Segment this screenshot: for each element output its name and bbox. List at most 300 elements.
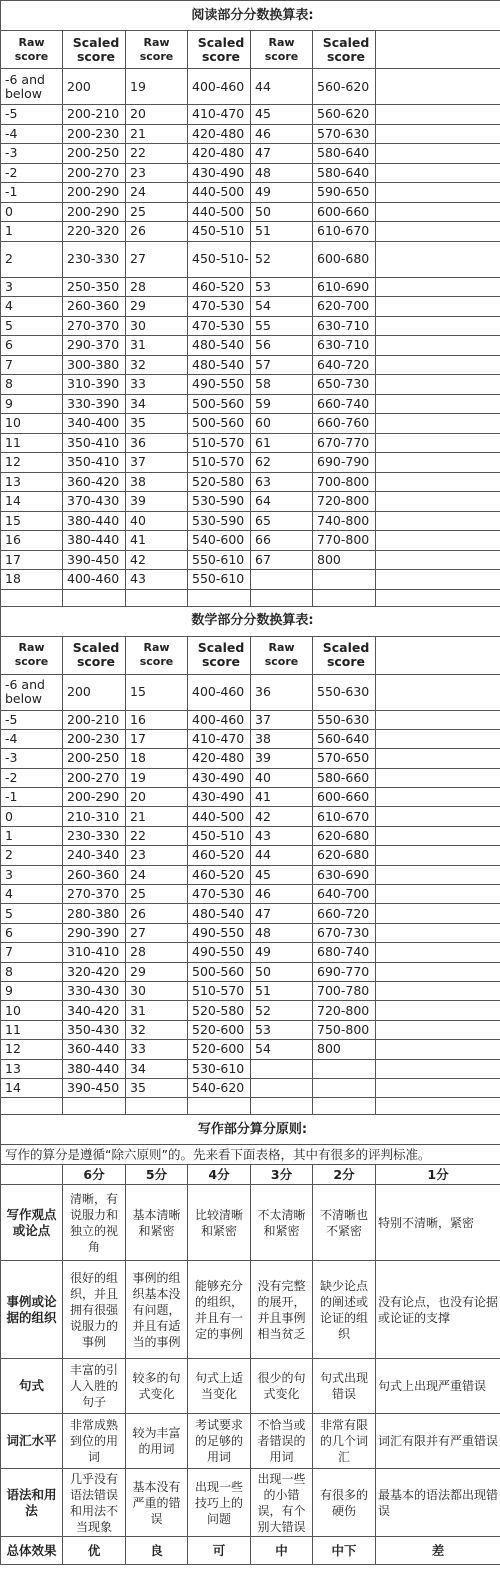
- criterion-cell: 较多的句式变化: [126, 1359, 188, 1414]
- scaled-score-cell: 560-620: [313, 105, 376, 125]
- scaled-score-cell: 700-780: [313, 981, 376, 1000]
- scaled-score-cell: 620-700: [313, 297, 376, 317]
- raw-score-cell: 12: [1, 453, 63, 473]
- raw-score-cell: 61: [251, 433, 313, 453]
- writing-criterion-row: [1, 1414, 500, 1469]
- table-row: [1, 981, 500, 1000]
- raw-score-cell: 29: [126, 297, 188, 317]
- raw-score-cell: -2: [1, 768, 63, 787]
- empty-cell: [376, 1040, 500, 1059]
- score-level-header: 3分: [251, 1165, 313, 1185]
- raw-score-cell: [251, 570, 313, 590]
- empty-cell: [376, 865, 500, 884]
- scaled-score-cell: 380-440: [63, 531, 126, 551]
- scaled-score-cell: 360-420: [63, 472, 126, 492]
- table-row: [1, 943, 500, 962]
- scaled-score-cell: 630-710: [313, 316, 376, 336]
- empty-cell: [376, 105, 500, 125]
- scaled-score-cell: 270-370: [63, 316, 126, 336]
- score-level-header: 4分: [188, 1165, 251, 1185]
- table-row: [1, 807, 500, 826]
- raw-score-cell: 26: [126, 904, 188, 923]
- scaled-score-cell: 200-270: [63, 163, 126, 183]
- empty-cell: [376, 316, 500, 336]
- scaled-score-cell: 340-400: [63, 414, 126, 434]
- empty-cell: [376, 1001, 500, 1020]
- raw-score-header: Raw score: [251, 31, 313, 69]
- table-row: [1, 1059, 500, 1078]
- criterion-cell: 中: [251, 1537, 313, 1565]
- raw-score-cell: 51: [251, 222, 313, 242]
- empty-cell: [376, 375, 500, 395]
- raw-score-cell: 26: [126, 222, 188, 242]
- raw-score-cell: 21: [126, 807, 188, 826]
- empty-cell: [376, 981, 500, 1000]
- criterion-cell: 丰富的引人入胜的句子: [63, 1359, 126, 1414]
- scaled-score-cell: 370-430: [63, 492, 126, 512]
- raw-score-cell: -4: [1, 124, 63, 144]
- raw-score-cell: 47: [251, 904, 313, 923]
- criterion-label: 句式: [1, 1359, 63, 1414]
- empty-cell: [376, 511, 500, 531]
- writing-table-title: 写作部分算分原则:: [1, 1115, 500, 1145]
- criterion-cell: 非常有限的几个词汇: [313, 1414, 376, 1469]
- scaled-score-cell: 390-450: [63, 550, 126, 570]
- table-row: [1, 124, 500, 144]
- scaled-score-cell: [313, 1078, 376, 1097]
- reading-header-row: [1, 31, 500, 69]
- raw-score-cell: 56: [251, 336, 313, 356]
- raw-score-cell: 7: [1, 355, 63, 375]
- scaled-score-cell: 480-540: [188, 904, 251, 923]
- raw-score-cell: 34: [126, 394, 188, 414]
- scaled-score-cell: 630-690: [313, 865, 376, 884]
- scaled-score-cell: 610-670: [313, 222, 376, 242]
- scaled-score-cell: 200: [63, 69, 126, 105]
- scaled-score-cell: 400-460: [188, 69, 251, 105]
- raw-score-cell: 60: [251, 414, 313, 434]
- scaled-score-cell: 430-490: [188, 768, 251, 787]
- raw-score-cell: 54: [251, 297, 313, 317]
- scaled-score-cell: [313, 1059, 376, 1078]
- scaled-score-cell: 250-350: [63, 277, 126, 297]
- raw-score-cell: 46: [251, 885, 313, 904]
- raw-score-cell: 6: [1, 336, 63, 356]
- empty-cell: [1, 1165, 63, 1185]
- scaled-score-cell: 440-500: [188, 807, 251, 826]
- raw-score-cell: -1: [1, 788, 63, 807]
- scaled-score-cell: 650-730: [313, 375, 376, 395]
- scaled-score-cell: 200-290: [63, 183, 126, 203]
- table-row: [1, 183, 500, 203]
- empty-cell: [126, 589, 188, 606]
- empty-cell: [376, 636, 500, 674]
- table-row: [1, 414, 500, 434]
- raw-score-cell: 19: [126, 69, 188, 105]
- raw-score-cell: 10: [1, 414, 63, 434]
- table-row: [1, 885, 500, 904]
- raw-score-header: Raw score: [126, 31, 188, 69]
- empty-cell: [376, 336, 500, 356]
- raw-score-cell: 34: [126, 1059, 188, 1078]
- empty-cell: [126, 1098, 188, 1115]
- empty-cell: [376, 807, 500, 826]
- scaled-score-cell: 400-460: [188, 674, 251, 710]
- scaled-score-cell: 290-390: [63, 923, 126, 942]
- scaled-score-cell: 550-630: [313, 710, 376, 729]
- empty-cell: [63, 1098, 126, 1115]
- blank-row: [1, 589, 500, 606]
- empty-cell: [376, 31, 500, 69]
- scaled-score-cell: 660-720: [313, 904, 376, 923]
- criterion-cell: 可: [188, 1537, 251, 1565]
- scaled-score-cell: 260-360: [63, 865, 126, 884]
- empty-cell: [376, 355, 500, 375]
- scaled-score-cell: 420-480: [188, 749, 251, 768]
- raw-score-cell: 29: [126, 962, 188, 981]
- table-row: [1, 846, 500, 865]
- raw-score-cell: 27: [126, 241, 188, 277]
- raw-score-cell: 15: [1, 511, 63, 531]
- raw-score-cell: 23: [126, 846, 188, 865]
- raw-score-cell: [251, 1059, 313, 1078]
- raw-score-cell: 38: [251, 729, 313, 748]
- scaled-score-cell: 750-800: [313, 1020, 376, 1039]
- table-row: [1, 962, 500, 981]
- raw-score-cell: 45: [251, 105, 313, 125]
- empty-cell: [1, 589, 63, 606]
- criterion-cell: 能够充分的组织，并且有一定的事例: [188, 1261, 251, 1359]
- empty-cell: [376, 826, 500, 845]
- criterion-cell: 出现一些的小错误，有个别大错误: [251, 1469, 313, 1537]
- scaled-score-cell: 210-310: [63, 807, 126, 826]
- criterion-cell: 事例的组织基本没有问题，并且有适当的事例: [126, 1261, 188, 1359]
- scaled-score-cell: 580-660: [313, 768, 376, 787]
- scaled-score-cell: 350-410: [63, 453, 126, 473]
- criterion-cell: 缺少论点的阐述或论证的组织: [313, 1261, 376, 1359]
- scaled-score-cell: 200-270: [63, 768, 126, 787]
- scaled-score-cell: 530-610: [188, 1059, 251, 1078]
- raw-score-cell: 36: [126, 433, 188, 453]
- raw-score-cell: 28: [126, 277, 188, 297]
- raw-score-cell: 10: [1, 1001, 63, 1020]
- scaled-score-cell: 240-340: [63, 846, 126, 865]
- raw-score-cell: 57: [251, 355, 313, 375]
- table-row: [1, 1020, 500, 1039]
- empty-cell: [376, 674, 500, 710]
- scaled-score-cell: 500-560: [188, 962, 251, 981]
- scaled-score-cell: 200-210: [63, 710, 126, 729]
- raw-score-cell: 49: [251, 183, 313, 203]
- scaled-score-header: Scaled score: [313, 31, 376, 69]
- table-row: [1, 222, 500, 242]
- scaled-score-cell: 450-510: [188, 826, 251, 845]
- scaled-score-cell: 630-710: [313, 336, 376, 356]
- table-row: [1, 710, 500, 729]
- table-row: [1, 241, 500, 277]
- scaled-score-cell: 310-390: [63, 375, 126, 395]
- criterion-cell: 不清晰也不紧密: [313, 1185, 376, 1261]
- table-row: [1, 336, 500, 356]
- raw-score-header: Raw score: [251, 636, 313, 674]
- raw-score-cell: -1: [1, 183, 63, 203]
- empty-cell: [376, 846, 500, 865]
- raw-score-cell: 49: [251, 943, 313, 962]
- empty-cell: [376, 492, 500, 512]
- scaled-score-cell: 200-290: [63, 788, 126, 807]
- table-row: [1, 570, 500, 590]
- scaled-score-cell: 330-390: [63, 394, 126, 414]
- scaled-score-cell: 200-230: [63, 124, 126, 144]
- raw-score-cell: 3: [1, 865, 63, 884]
- writing-criterion-row: [1, 1261, 500, 1359]
- scaled-score-cell: 480-540: [188, 336, 251, 356]
- empty-cell: [376, 749, 500, 768]
- raw-score-cell: 54: [251, 1040, 313, 1059]
- empty-cell: [188, 589, 251, 606]
- raw-score-cell: 36: [251, 674, 313, 710]
- raw-score-cell: 35: [126, 414, 188, 434]
- scaled-score-cell: 800: [313, 1040, 376, 1059]
- scaled-score-cell: 350-430: [63, 1020, 126, 1039]
- raw-score-cell: 40: [126, 511, 188, 531]
- scaled-score-cell: 640-700: [313, 885, 376, 904]
- blank-row: [1, 1098, 500, 1115]
- scaled-score-cell: 420-480: [188, 124, 251, 144]
- scaled-score-cell: 600-660: [313, 202, 376, 222]
- empty-cell: [376, 589, 500, 606]
- raw-score-cell: 17: [126, 729, 188, 748]
- scaled-score-header: Scaled score: [188, 31, 251, 69]
- scaled-score-cell: 350-410: [63, 433, 126, 453]
- table-row: [1, 144, 500, 164]
- empty-cell: [251, 1098, 313, 1115]
- raw-score-cell: 1: [1, 222, 63, 242]
- writing-criterion-row: [1, 1537, 500, 1565]
- scaled-score-cell: 450-510-: [188, 241, 251, 277]
- raw-score-cell: 44: [251, 69, 313, 105]
- scaled-score-cell: 200-290: [63, 202, 126, 222]
- scaled-score-cell: 530-590: [188, 492, 251, 512]
- raw-score-cell: 64: [251, 492, 313, 512]
- raw-score-cell: 43: [126, 570, 188, 590]
- scaled-score-cell: 340-420: [63, 1001, 126, 1020]
- raw-score-cell: 58: [251, 375, 313, 395]
- raw-score-cell: 48: [251, 923, 313, 942]
- empty-cell: [376, 277, 500, 297]
- criterion-cell: 几乎没有语法错误和用法不当现象: [63, 1469, 126, 1537]
- table-row: [1, 492, 500, 512]
- raw-score-cell: 25: [126, 202, 188, 222]
- scaled-score-cell: 740-800: [313, 511, 376, 531]
- raw-score-cell: -4: [1, 729, 63, 748]
- scaled-score-cell: 660-740: [313, 394, 376, 414]
- raw-score-cell: 51: [251, 981, 313, 1000]
- table-row: [1, 163, 500, 183]
- raw-score-cell: 0: [1, 807, 63, 826]
- raw-score-cell: 55: [251, 316, 313, 336]
- scaled-score-cell: 380-440: [63, 1059, 126, 1078]
- raw-score-cell: 28: [126, 943, 188, 962]
- scaled-score-cell: 720-800: [313, 492, 376, 512]
- scaled-score-cell: 460-520: [188, 865, 251, 884]
- empty-cell: [376, 788, 500, 807]
- raw-score-cell: 19: [126, 768, 188, 787]
- scaled-score-cell: 640-720: [313, 355, 376, 375]
- raw-score-cell: 39: [251, 749, 313, 768]
- raw-score-cell: 1: [1, 826, 63, 845]
- raw-score-cell: 4: [1, 297, 63, 317]
- table-row: [1, 674, 500, 710]
- raw-score-cell: 21: [126, 124, 188, 144]
- raw-score-cell: [251, 1078, 313, 1097]
- raw-score-cell: 11: [1, 1020, 63, 1039]
- writing-header-row: [1, 1165, 500, 1185]
- empty-cell: [376, 1078, 500, 1097]
- table-row: [1, 202, 500, 222]
- table-row: [1, 1078, 500, 1097]
- scaled-score-cell: 690-770: [313, 962, 376, 981]
- scaled-score-cell: 560-640: [313, 729, 376, 748]
- criterion-cell: 考试要求的足够的用词: [188, 1414, 251, 1469]
- scaled-score-cell: 610-690: [313, 277, 376, 297]
- raw-score-cell: 4: [1, 885, 63, 904]
- raw-score-cell: 18: [1, 570, 63, 590]
- raw-score-cell: 50: [251, 202, 313, 222]
- empty-cell: [376, 222, 500, 242]
- raw-score-cell: 52: [251, 1001, 313, 1020]
- scaled-score-cell: 520-580: [188, 1001, 251, 1020]
- scaled-score-cell: 520-600: [188, 1020, 251, 1039]
- scaled-score-cell: 580-640: [313, 144, 376, 164]
- raw-score-cell: 2: [1, 846, 63, 865]
- scaled-score-cell: 570-630: [313, 124, 376, 144]
- raw-score-cell: 59: [251, 394, 313, 414]
- criterion-cell: 中下: [313, 1537, 376, 1565]
- raw-score-cell: 31: [126, 336, 188, 356]
- raw-score-cell: 45: [251, 865, 313, 884]
- raw-score-cell: 32: [126, 1020, 188, 1039]
- scaled-score-cell: 230-330: [63, 826, 126, 845]
- raw-score-cell: 42: [126, 550, 188, 570]
- raw-score-cell: 23: [126, 163, 188, 183]
- criterion-cell: 差: [376, 1537, 500, 1565]
- empty-cell: [376, 1098, 500, 1115]
- table-row: [1, 788, 500, 807]
- raw-score-cell: 44: [251, 846, 313, 865]
- scaled-score-cell: 200: [63, 674, 126, 710]
- scaled-score-cell: 540-600: [188, 531, 251, 551]
- table-row: [1, 904, 500, 923]
- scaled-score-cell: 620-680: [313, 846, 376, 865]
- criterion-cell: 句式上适当变化: [188, 1359, 251, 1414]
- table-row: [1, 729, 500, 748]
- scaled-score-cell: 490-550: [188, 943, 251, 962]
- criterion-cell: 有很多的硬伤: [313, 1469, 376, 1537]
- raw-score-cell: 20: [126, 788, 188, 807]
- raw-score-cell: 8: [1, 375, 63, 395]
- raw-score-cell: 65: [251, 511, 313, 531]
- criterion-cell: 很少的句式变化: [251, 1359, 313, 1414]
- criterion-cell: 不恰当或者错误的用词: [251, 1414, 313, 1469]
- scaled-score-cell: 550-610: [188, 550, 251, 570]
- scaled-score-cell: 460-520: [188, 846, 251, 865]
- scaled-score-cell: 430-490: [188, 788, 251, 807]
- raw-score-cell: -5: [1, 710, 63, 729]
- scaled-score-cell: 610-670: [313, 807, 376, 826]
- empty-cell: [376, 904, 500, 923]
- raw-score-cell: 16: [126, 710, 188, 729]
- scaled-score-cell: 380-440: [63, 511, 126, 531]
- scaled-score-cell: 530-590: [188, 511, 251, 531]
- empty-cell: [376, 885, 500, 904]
- scaled-score-cell: 770-800: [313, 531, 376, 551]
- raw-score-cell: 53: [251, 1020, 313, 1039]
- empty-cell: [313, 589, 376, 606]
- table-row: [1, 550, 500, 570]
- raw-score-cell: 53: [251, 277, 313, 297]
- scaled-score-cell: 700-800: [313, 472, 376, 492]
- table-row: [1, 1040, 500, 1059]
- table-row: [1, 768, 500, 787]
- scaled-score-cell: 480-540: [188, 355, 251, 375]
- empty-cell: [376, 729, 500, 748]
- raw-score-cell: -6 and below: [1, 674, 63, 710]
- table-row: [1, 277, 500, 297]
- raw-score-cell: -6 and below: [1, 69, 63, 105]
- raw-score-cell: 47: [251, 144, 313, 164]
- raw-score-cell: 18: [126, 749, 188, 768]
- criterion-cell: 出现一些技巧上的问题: [188, 1469, 251, 1537]
- scaled-score-cell: 470-530: [188, 297, 251, 317]
- writing-title-row: [1, 1115, 500, 1145]
- math-title-row: [1, 606, 500, 636]
- empty-cell: [376, 144, 500, 164]
- raw-score-cell: 33: [126, 1040, 188, 1059]
- criterion-label: 写作观点或论点: [1, 1185, 63, 1261]
- table-row: [1, 375, 500, 395]
- criterion-cell: 不太清晰和紧密: [251, 1185, 313, 1261]
- scaled-score-cell: 320-420: [63, 962, 126, 981]
- scaled-score-cell: 300-380: [63, 355, 126, 375]
- scaled-score-cell: 260-360: [63, 297, 126, 317]
- scaled-score-cell: 690-790: [313, 453, 376, 473]
- empty-cell: [1, 1098, 63, 1115]
- raw-score-cell: 17: [1, 550, 63, 570]
- scaled-score-cell: 430-490: [188, 163, 251, 183]
- empty-cell: [376, 241, 500, 277]
- scaled-score-cell: 280-380: [63, 904, 126, 923]
- raw-score-cell: 31: [126, 1001, 188, 1020]
- empty-cell: [313, 1098, 376, 1115]
- criterion-cell: 词汇有限并有严重错误: [376, 1414, 500, 1469]
- raw-score-cell: 62: [251, 453, 313, 473]
- criterion-cell: 基本没有严重的错误: [126, 1469, 188, 1537]
- raw-score-cell: 30: [126, 316, 188, 336]
- scaled-score-cell: 520-580: [188, 472, 251, 492]
- table-row: [1, 826, 500, 845]
- criterion-cell: 清晰，有说服力和独立的视角: [63, 1185, 126, 1261]
- criterion-cell: 没有完整的展开，并且事例相当贫乏: [251, 1261, 313, 1359]
- raw-score-cell: 9: [1, 981, 63, 1000]
- table-row: [1, 472, 500, 492]
- raw-score-cell: 41: [126, 531, 188, 551]
- scaled-score-cell: 200-250: [63, 144, 126, 164]
- scaled-score-cell: 390-450: [63, 1078, 126, 1097]
- raw-score-cell: 40: [251, 768, 313, 787]
- scaled-score-header: Scaled score: [313, 636, 376, 674]
- table-row: [1, 1001, 500, 1020]
